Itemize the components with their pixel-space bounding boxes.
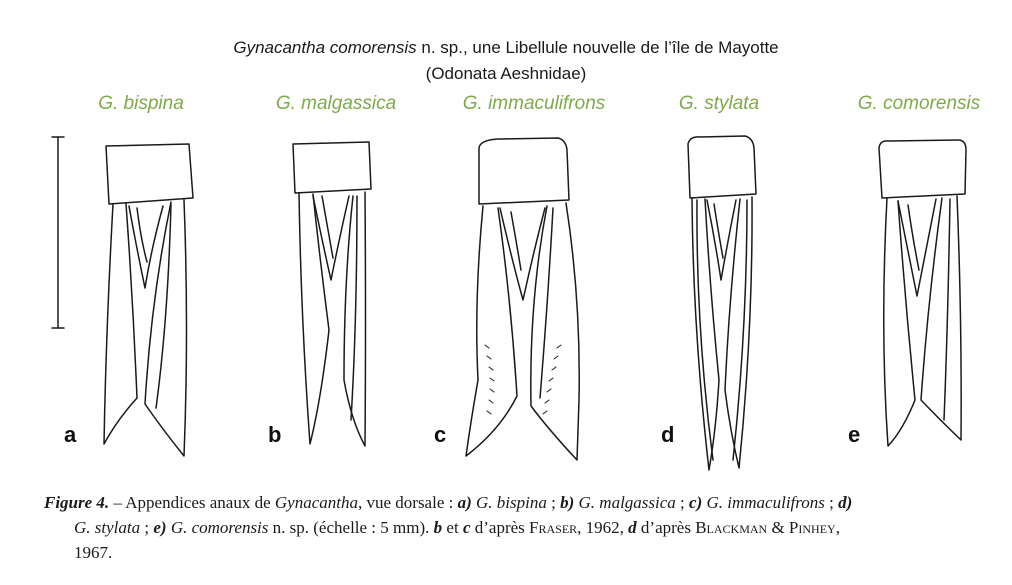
appendage-drawing-d: [688, 136, 756, 470]
species-label-e: G. comorensis: [857, 93, 981, 114]
panel-letter-e: e: [848, 422, 861, 447]
figure-subtitle: (Odonata Aeshnidae): [425, 64, 587, 83]
caption-separator: ;: [546, 493, 561, 512]
caption-text: , 1962,: [577, 518, 629, 537]
caption-species-c: G. immaculifrons: [702, 493, 825, 512]
caption-ref-b: b: [433, 518, 443, 537]
appendage-drawing-c: [466, 138, 579, 460]
panel-letter-b: b: [268, 422, 282, 447]
caption-ref-c: c: [462, 518, 471, 537]
caption-species-a: G. bispina: [471, 493, 547, 512]
species-label-b: G. malgassica: [275, 93, 397, 114]
panel-letter-c: c: [434, 422, 447, 447]
caption-text: n. sp. (échelle : 5 mm).: [268, 518, 434, 537]
caption-text: d’après: [636, 518, 696, 537]
caption-dash: –: [109, 493, 126, 512]
species-label-c: G. immaculifrons: [462, 93, 606, 114]
caption-author-fraser: Fraser: [529, 518, 578, 537]
caption-species-b: G. malgassica: [574, 493, 676, 512]
appendage-drawing-b: [293, 142, 371, 446]
caption-key-e: e): [153, 518, 167, 537]
caption-separator: ;: [140, 518, 154, 537]
caption-species-d: G. stylata: [74, 518, 141, 537]
caption-text: d’après: [470, 518, 530, 537]
caption-key-c: c): [689, 493, 703, 512]
title-rest: n. sp., une Libellule nouvelle de l’île de Mayotte: [416, 38, 779, 57]
title-italic: Gynacantha comorensis: [233, 38, 417, 57]
caption-key-b: b): [560, 493, 575, 512]
caption-year: 1967.: [74, 543, 113, 562]
caption-author-blackman-pinhey: Blackman & Pinhey: [695, 518, 836, 537]
caption-key-d: d): [838, 493, 853, 512]
appendage-drawing-a: [104, 144, 193, 456]
species-label-d: G. stylata: [678, 93, 760, 114]
appendage-drawing-e: [879, 140, 966, 446]
caption-separator: ;: [675, 493, 690, 512]
panel-letter-d: d: [661, 422, 675, 447]
caption-text: , vue dorsale :: [357, 493, 458, 512]
species-label-a: G. bispina: [98, 93, 184, 114]
caption-label: Figure 4.: [44, 493, 110, 512]
scale-bar: [52, 137, 64, 328]
caption-text: Appendices anaux de: [125, 493, 275, 512]
caption-ref-d: d: [628, 518, 637, 537]
panel-letter-a: a: [64, 422, 77, 447]
caption-text: ,: [835, 518, 840, 537]
caption-separator: ;: [824, 493, 839, 512]
caption-key-a: a): [457, 493, 472, 512]
figure-caption: [44, 490, 984, 565]
caption-genus: Gynacantha: [274, 493, 358, 512]
caption-text: et: [442, 518, 463, 537]
caption-species-e: G. comorensis: [166, 518, 269, 537]
